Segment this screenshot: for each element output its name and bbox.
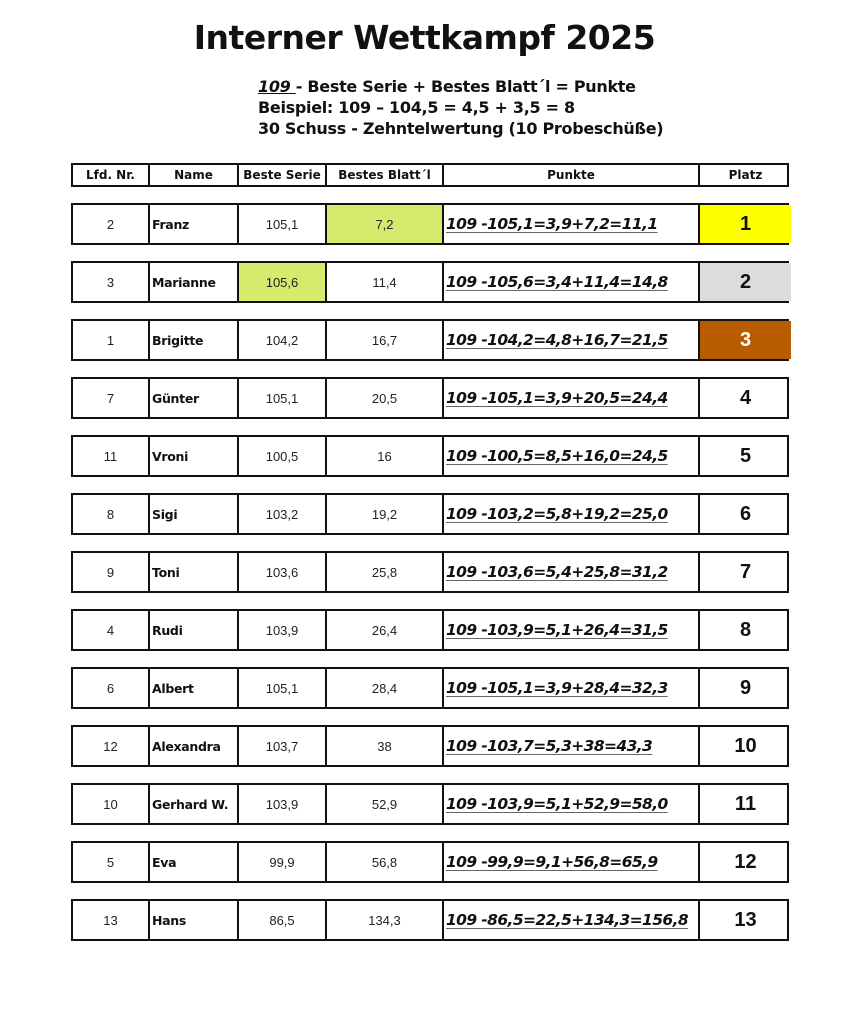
cell-lfd-nr: 11	[73, 437, 150, 475]
cell-punkte	[444, 785, 700, 823]
punkte-formula: 109 -103,9=5,1+26,4=31,5	[446, 621, 668, 639]
cell-punkte	[444, 611, 700, 649]
punkte-formula: 109 -103,2=5,8+19,2=25,0	[446, 505, 668, 523]
cell-beste-serie: 105,1	[239, 669, 327, 707]
cell-punkte	[444, 843, 700, 881]
rules-description	[258, 76, 663, 139]
cell-bestes-blattl: 19,2	[327, 495, 444, 533]
table-row	[71, 261, 789, 303]
cell-name: Günter	[150, 379, 239, 417]
cell-name: Franz	[150, 205, 239, 243]
table-row	[71, 203, 789, 245]
punkte-formula: 109 -103,7=5,3+38=43,3	[446, 737, 653, 755]
table-row	[71, 899, 789, 941]
cell-beste-serie: 103,2	[239, 495, 327, 533]
cell-name: Gerhard W.	[150, 785, 239, 823]
table-row	[71, 319, 789, 361]
cell-bestes-blattl: 134,3	[327, 901, 444, 939]
cell-beste-serie: 103,6	[239, 553, 327, 591]
cell-lfd-nr: 10	[73, 785, 150, 823]
cell-beste-serie: 105,1	[239, 379, 327, 417]
cell-lfd-nr: 7	[73, 379, 150, 417]
cell-platz-gold: 1	[700, 205, 791, 243]
cell-punkte	[444, 727, 700, 765]
cell-bestes-blattl: 38	[327, 727, 444, 765]
cell-punkte	[444, 901, 700, 939]
cell-bestes-blattl: 52,9	[327, 785, 444, 823]
cell-lfd-nr: 2	[73, 205, 150, 243]
cell-beste-serie: 103,9	[239, 611, 327, 649]
cell-lfd-nr: 6	[73, 669, 150, 707]
cell-name: Vroni	[150, 437, 239, 475]
cell-punkte	[444, 495, 700, 533]
header-lfd-nr: Lfd. Nr.	[73, 165, 150, 185]
cell-platz: 4	[739, 386, 752, 409]
cell-lfd-nr: 4	[73, 611, 150, 649]
cell-beste-serie: 100,5	[239, 437, 327, 475]
punkte-formula: 109 -105,1=3,9+20,5=24,4	[446, 389, 668, 407]
table-row	[71, 841, 789, 883]
cell-platz: 5	[739, 444, 752, 467]
cell-name: Alexandra	[150, 727, 239, 765]
cell-lfd-nr: 1	[73, 321, 150, 359]
punkte-formula: 109 -99,9=9,1+56,8=65,9	[446, 853, 658, 871]
cell-lfd-nr: 8	[73, 495, 150, 533]
cell-platz: 9	[739, 676, 752, 699]
rules-example-line: Beispiel: 109 – 104,5 = 4,5 + 3,5 = 8	[258, 98, 575, 117]
cell-punkte	[444, 437, 700, 475]
cell-platz: 11	[734, 792, 757, 815]
cell-name: Rudi	[150, 611, 239, 649]
cell-beste-serie: 105,6	[239, 263, 327, 301]
cell-punkte	[444, 669, 700, 707]
cell-punkte	[444, 379, 700, 417]
cell-platz: 13	[734, 908, 757, 931]
punkte-formula: 109 -103,6=5,4+25,8=31,2	[446, 563, 668, 581]
cell-name: Eva	[150, 843, 239, 881]
rules-formula-text: - Beste Serie + Bestes Blatt´l = Punkte	[295, 77, 636, 96]
cell-beste-serie: 103,7	[239, 727, 327, 765]
punkte-formula: 109 -104,2=4,8+16,7=21,5	[446, 331, 668, 349]
punkte-formula: 109 -105,1=3,9+7,2=11,1	[446, 215, 658, 233]
cell-platz: 6	[739, 502, 752, 525]
cell-beste-serie: 104,2	[239, 321, 327, 359]
cell-name: Hans	[150, 901, 239, 939]
cell-bestes-blattl: 7,2	[327, 205, 444, 243]
header-name: Name	[150, 165, 239, 185]
cell-bestes-blattl: 25,8	[327, 553, 444, 591]
cell-lfd-nr: 9	[73, 553, 150, 591]
cell-lfd-nr: 5	[73, 843, 150, 881]
punkte-formula: 109 -86,5=22,5+134,3=156,8	[446, 911, 689, 929]
cell-name: Brigitte	[150, 321, 239, 359]
cell-beste-serie: 99,9	[239, 843, 327, 881]
cell-bestes-blattl: 56,8	[327, 843, 444, 881]
cell-punkte	[444, 321, 700, 359]
punkte-formula: 109 -105,6=3,4+11,4=14,8	[446, 273, 668, 291]
header-beste-serie: Beste Serie	[239, 165, 327, 185]
punkte-formula: 109 -103,9=5,1+52,9=58,0	[446, 795, 668, 813]
cell-platz-bronze: 3	[700, 321, 791, 359]
rules-formula-line	[258, 76, 663, 97]
cell-bestes-blattl: 11,4	[327, 263, 444, 301]
rules-shots-line: 30 Schuss - Zehntelwertung (10 Probeschüße)	[258, 119, 664, 138]
cell-punkte	[444, 205, 700, 243]
cell-platz-silver: 2	[700, 263, 791, 301]
cell-bestes-blattl: 26,4	[327, 611, 444, 649]
punkte-formula: 109 -100,5=8,5+16,0=24,5	[446, 447, 668, 465]
table-row	[71, 435, 789, 477]
cell-beste-serie: 86,5	[239, 901, 327, 939]
header-bestes-blattl: Bestes Blatt´l	[327, 165, 444, 185]
cell-platz: 7	[739, 560, 752, 583]
cell-name: Marianne	[150, 263, 239, 301]
rules-base-value: 109	[258, 77, 296, 96]
page-title: Interner Wettkampf 2025	[193, 18, 656, 57]
table-row	[71, 493, 789, 535]
header-punkte: Punkte	[444, 165, 700, 185]
header-platz: Platz	[728, 168, 763, 182]
cell-platz: 12	[734, 850, 757, 873]
cell-platz: 8	[739, 618, 752, 641]
cell-name: Toni	[150, 553, 239, 591]
cell-bestes-blattl: 20,5	[327, 379, 444, 417]
table-row	[71, 667, 789, 709]
cell-lfd-nr: 12	[73, 727, 150, 765]
cell-punkte	[444, 263, 700, 301]
cell-bestes-blattl: 28,4	[327, 669, 444, 707]
table-header	[71, 163, 789, 187]
cell-name: Albert	[150, 669, 239, 707]
cell-bestes-blattl: 16	[327, 437, 444, 475]
cell-beste-serie: 105,1	[239, 205, 327, 243]
cell-beste-serie: 103,9	[239, 785, 327, 823]
table-row	[71, 377, 789, 419]
cell-lfd-nr: 13	[73, 901, 150, 939]
cell-punkte	[444, 553, 700, 591]
cell-bestes-blattl: 16,7	[327, 321, 444, 359]
table-row	[71, 725, 789, 767]
table-row	[71, 551, 789, 593]
cell-name: Sigi	[150, 495, 239, 533]
cell-lfd-nr: 3	[73, 263, 150, 301]
punkte-formula: 109 -105,1=3,9+28,4=32,3	[446, 679, 668, 697]
cell-platz: 10	[734, 734, 757, 757]
table-row	[71, 783, 789, 825]
table-row	[71, 609, 789, 651]
